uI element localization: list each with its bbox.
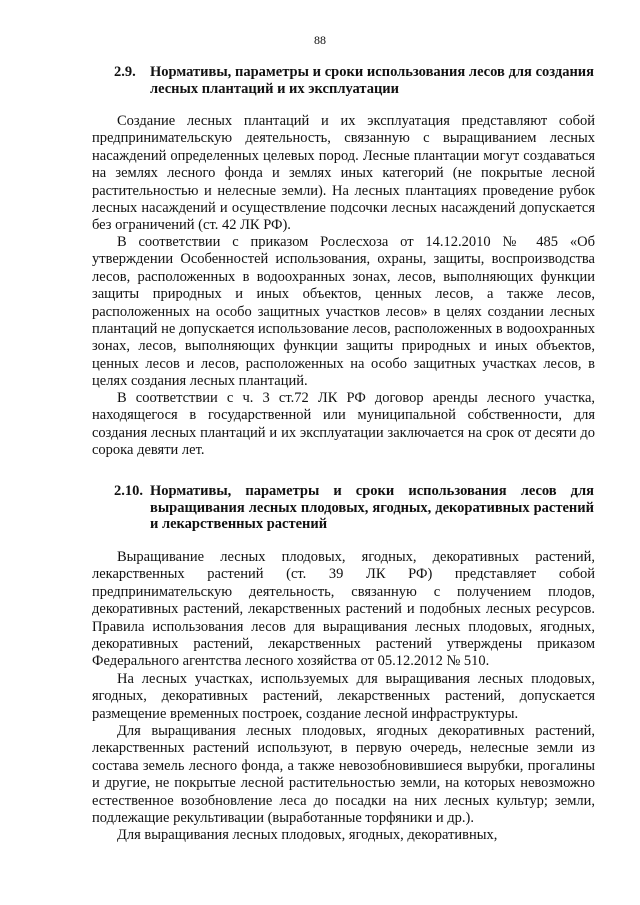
paragraph: В соответствии с ч. 3 ст.72 ЛК РФ договор аренды лесного участка, находящегося в государственной или муниципальной собственности, для создания лесных плантаций и их эксплуатации заключается на срок от десяти до сорока девяти лет.: [92, 390, 595, 459]
paragraph: Выращивание лесных плодовых, ягодных, декоративных растений, лекарственных растений (ст. 39 ЛК РФ) представляет собой предпринимательскую деятельность, связанную с получением плодов, декоративных растений, лекарственных растений и подобных лесных ресурсов. Правила использования лесов для выращивания лесных плодовых, ягодных, декоративных растений, лекарственных растений утверждены приказом Федерального агентства лесного хозяйства от 05.12.2012 № 510.: [92, 549, 595, 670]
section-number: 2.9.: [114, 64, 136, 80]
paragraph: Для выращивания лесных плодовых, ягодных декоративных растений, лекарственных растений используют, в первую очередь, нелесные земли из состава земель лесного фонда, а также невозобновившиеся вырубки, прогалины и другие, не покрытые лесной растительностью земли, на которых невозможно естественное возобновление леса до посадки на них лесных культур; земли, подлежащие рекультивации (выработанные торфяники и др.).: [92, 723, 595, 827]
page-number: 88: [314, 33, 326, 47]
paragraph: На лесных участках, используемых для выращивания лесных плодовых, ягодных, декоративных растений, лекарственных растений, допускается размещение временных построек, создание лесной инфраструктуры.: [92, 671, 595, 722]
paragraph: Для выращивания лесных плодовых, ягодных, декоративных,: [117, 827, 498, 843]
section-title: Нормативы, параметры и сроки использования лесов для создания лесных плантаций и их эксплуатации: [150, 64, 594, 97]
section-title: Нормативы, параметры и сроки использования лесов для выращивания лесных плодовых, ягодных, декоративных растений и лекарственных растений: [150, 483, 594, 532]
paragraph: В соответствии с приказом Рослесхоза от 14.12.2010 № 485 «Об утверждении Особенностей использования, охраны, защиты, воспроизводства лесов, расположенных в водоохранных зонах, лесов, выполняющих функции защиты природных и иных объектов, ценных лесов, а также лесов, расположенных на особо защитных участков лесов» в целях создании лесных плантаций не допускается использование лесов, расположенных в водоохранных зонах, лесов, выполняющих функции защиты природных и иных объектов, ценных лесов и лесов, расположенных на особо защитных участках лесов, в целях создания лесных плантаций.: [92, 234, 595, 390]
section-heading: [114, 64, 594, 97]
section-heading: [114, 483, 594, 533]
section-number: 2.10.: [114, 483, 143, 499]
paragraph: Создание лесных плантаций и их эксплуатация представляют собой предпринимательскую деятельность, связанную с выращиванием лесных насаждений определенных целевых пород. Лесные плантации могут создаваться на землях лесного фонда и землях иных категорий (не покрытые лесной растительностью и нелесные земли). На лесных плантациях проведение рубок лесных насаждений и осуществление подсочки лесных насаждений допускается без ограничений (ст. 42 ЛК РФ).: [92, 113, 595, 234]
